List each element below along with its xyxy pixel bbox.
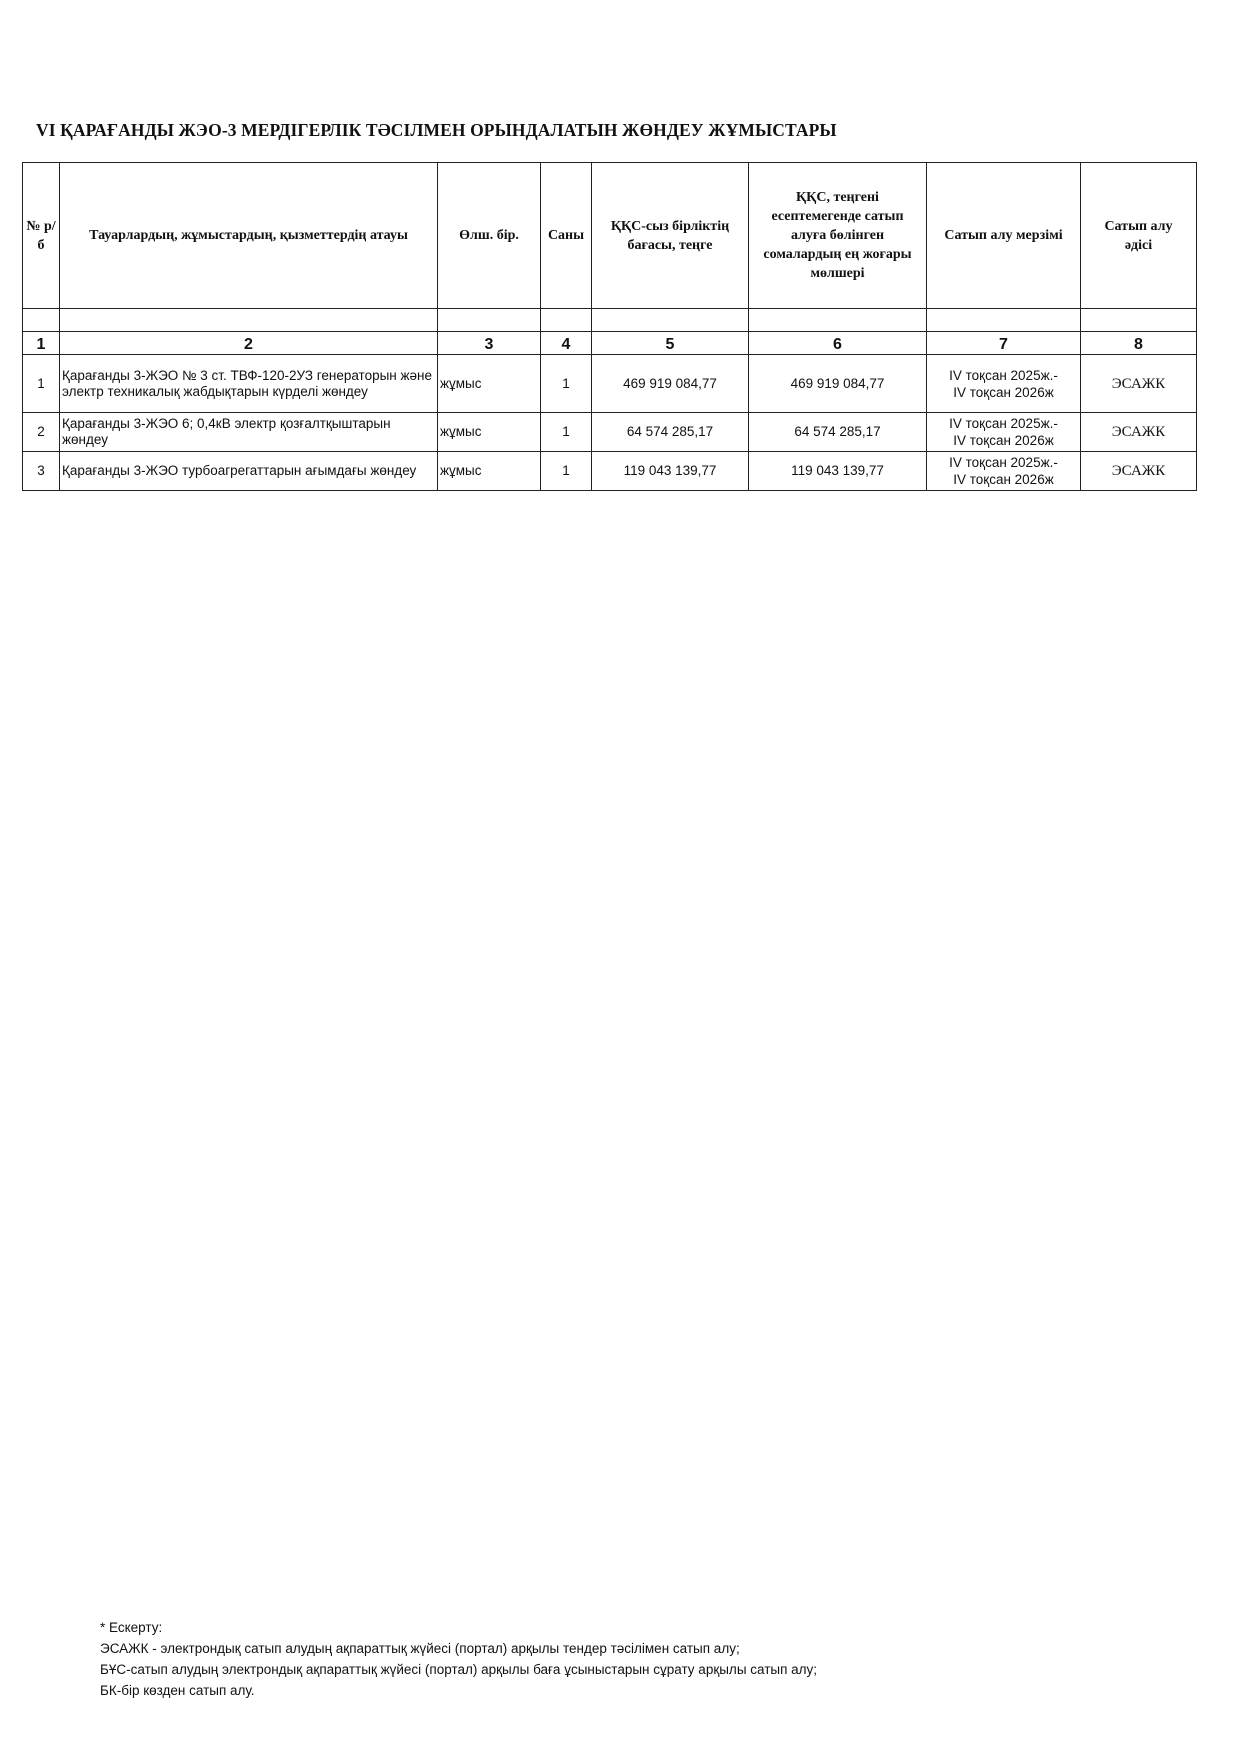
- row-name: Қарағанды 3-ЖЭО турбоагрегаттарын ағымдағы жөндеу: [60, 452, 438, 491]
- header-unit: Өлш. бір.: [438, 163, 541, 309]
- column-number: 8: [1081, 332, 1197, 355]
- term-start: IV тоқсан 2025ж.-: [949, 367, 1058, 383]
- row-num: 2: [23, 413, 60, 452]
- header-price: ҚҚС-сыз бірліктің бағасы, теңге: [592, 163, 749, 309]
- spacer-cell: [60, 309, 438, 332]
- table-row: [23, 413, 1197, 452]
- row-term: [927, 452, 1081, 491]
- row-unit: жұмыс: [438, 355, 541, 413]
- header-qty: Саны: [541, 163, 592, 309]
- row-price: 64 574 285,17: [592, 413, 749, 452]
- column-number: 7: [927, 332, 1081, 355]
- row-unit: жұмыс: [438, 413, 541, 452]
- term-end: IV тоқсан 2026ж: [953, 384, 1054, 400]
- procurement-table: [22, 162, 1197, 491]
- column-number: 4: [541, 332, 592, 355]
- spacer-cell: [23, 309, 60, 332]
- spacer-cell: [927, 309, 1081, 332]
- row-term: [927, 413, 1081, 452]
- column-number: 1: [23, 332, 60, 355]
- row-sum: 469 919 084,77: [749, 355, 927, 413]
- row-term: [927, 355, 1081, 413]
- header-row: [23, 163, 1197, 309]
- spacer-cell: [592, 309, 749, 332]
- footnote-line: БК-бір көзден сатып алу.: [100, 1683, 255, 1698]
- column-number-row: [23, 332, 1197, 355]
- row-price: 469 919 084,77: [592, 355, 749, 413]
- row-method: ЭСАЖК: [1081, 355, 1197, 413]
- column-number: 2: [60, 332, 438, 355]
- row-price: 119 043 139,77: [592, 452, 749, 491]
- spacer-row: [23, 309, 1197, 332]
- row-qty: 1: [541, 413, 592, 452]
- row-sum: 119 043 139,77: [749, 452, 927, 491]
- column-number: 5: [592, 332, 749, 355]
- header-name: Тауарлардың, жұмыстардың, қызметтердің атауы: [60, 163, 438, 309]
- header-sum: ҚҚС, теңгені есептемегенде сатып алуға бөлінген сомалардың ең жоғары мөлшері: [749, 163, 927, 309]
- column-number: 3: [438, 332, 541, 355]
- header-num: № р/б: [23, 163, 60, 309]
- header-term: Сатып алу мерзімі: [927, 163, 1081, 309]
- footnote-line: ЭСАЖК - электрондық сатып алудың ақпараттық жүйесі (портал) арқылы тендер тәсілімен сатып алу;: [100, 1641, 740, 1656]
- row-qty: 1: [541, 355, 592, 413]
- row-name: Қарағанды 3-ЖЭО 6; 0,4кВ электр қозғалтқыштарын жөндеу: [60, 413, 438, 452]
- row-method: ЭСАЖК: [1081, 452, 1197, 491]
- term-start: IV тоқсан 2025ж.-: [949, 416, 1058, 431]
- footnote-title: * Ескерту:: [100, 1620, 163, 1635]
- header-method: Сатып алу әдісі: [1081, 163, 1197, 309]
- table-row: [23, 355, 1197, 413]
- term-start: IV тоқсан 2025ж.-: [949, 455, 1058, 470]
- spacer-cell: [749, 309, 927, 332]
- row-name: Қарағанды 3-ЖЭО № 3 ст. ТВФ-120-2УЗ генераторын және электр техникалық жабдықтарын күрделі жөндеу: [60, 355, 438, 413]
- term-end: IV тоқсан 2026ж: [953, 472, 1054, 487]
- spacer-cell: [541, 309, 592, 332]
- footnote: [100, 1617, 1100, 1701]
- row-sum: 64 574 285,17: [749, 413, 927, 452]
- spacer-cell: [438, 309, 541, 332]
- column-number: 6: [749, 332, 927, 355]
- row-method: ЭСАЖК: [1081, 413, 1197, 452]
- footnote-line: БҰС-сатып алудың электрондық ақпараттық жүйесі (портал) арқылы баға ұсыныстарын сұрату арқылы сатып алу;: [100, 1662, 818, 1677]
- document-heading: VI ҚАРАҒАНДЫ ЖЭО-3 МЕРДІГЕРЛІК ТӘСІЛМЕН ОРЫНДАЛАТЫН ЖӨНДЕУ ЖҰМЫСТАРЫ: [36, 120, 837, 140]
- spacer-cell: [1081, 309, 1197, 332]
- term-end: IV тоқсан 2026ж: [953, 433, 1054, 448]
- table-row: [23, 452, 1197, 491]
- row-qty: 1: [541, 452, 592, 491]
- row-num: 1: [23, 355, 60, 413]
- row-num: 3: [23, 452, 60, 491]
- row-unit: жұмыс: [438, 452, 541, 491]
